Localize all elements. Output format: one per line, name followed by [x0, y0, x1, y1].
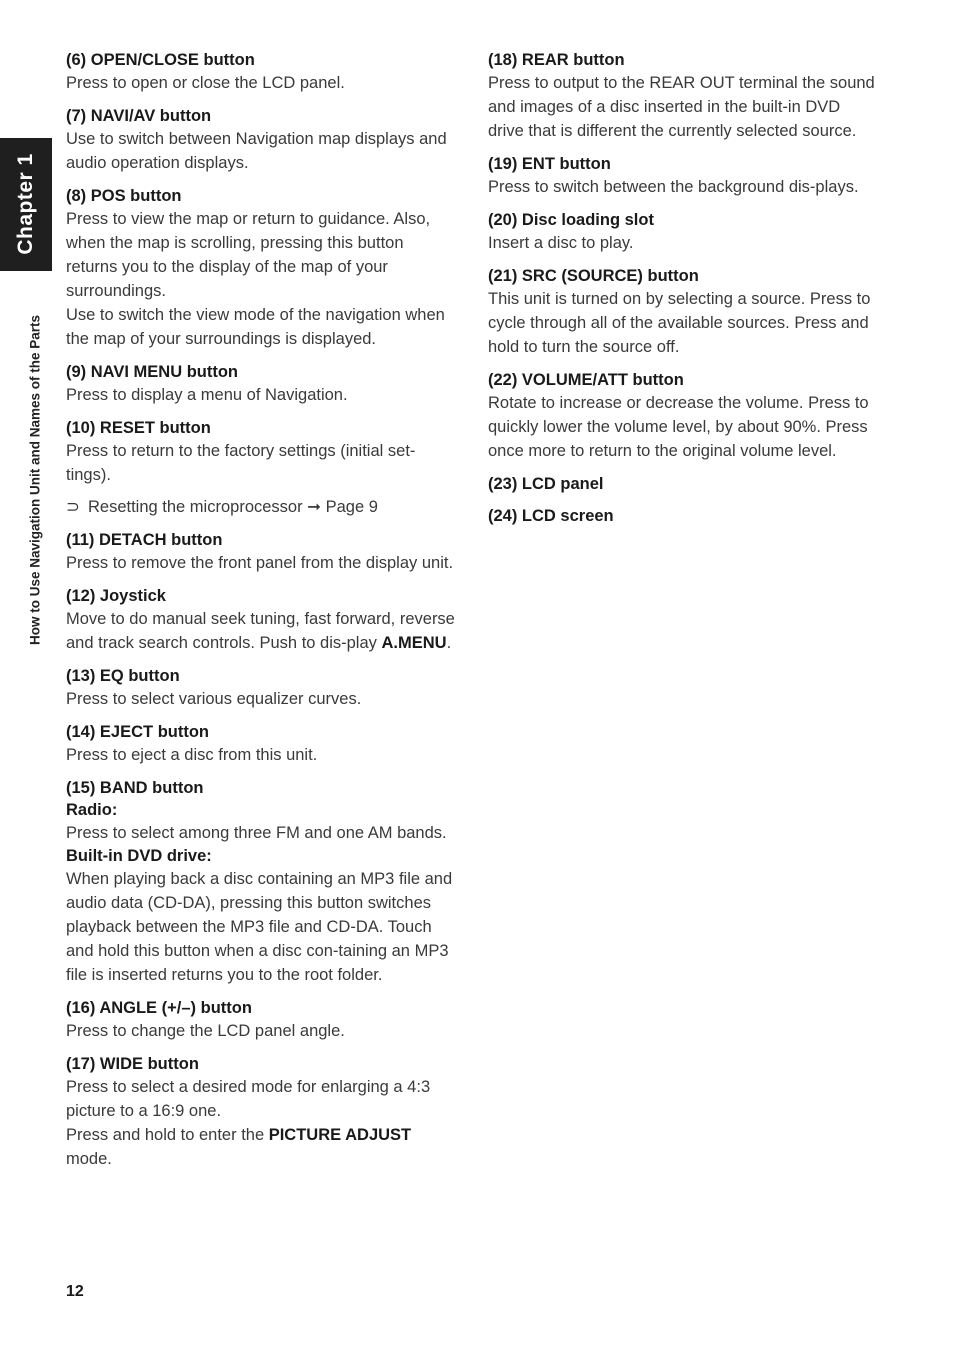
item-body: Press to select among three FM and one AM bands.: [66, 824, 447, 842]
body-text: Press and hold to enter the: [66, 1126, 269, 1144]
item-body: Press to return to the factory settings (initial set-tings).: [66, 442, 416, 484]
item-body: Rotate to increase or decrease the volume. Press to quickly lower the volume level, by about 90%. Press once more to return to the original volume level.: [488, 394, 869, 460]
section-side-title: How to Use Navigation Unit and Names of the Parts: [27, 314, 43, 646]
chapter-label: Chapter 1: [14, 153, 37, 255]
item-ent: [488, 154, 880, 199]
item-body: Press to display a menu of Navigation.: [66, 386, 348, 404]
body-text: .: [446, 634, 452, 652]
item-eject: [66, 722, 458, 767]
body-emphasis: PICTURE ADJUST: [268, 1126, 412, 1144]
item-body: Press to select a desired mode for enlarging a 4:3 picture to a 16:9 one.: [66, 1078, 431, 1120]
item-heading: (16) ANGLE (+/–) button: [66, 999, 252, 1017]
note-text: Resetting the microprocessor ➞ Page 9: [88, 498, 378, 516]
item-eq: [66, 666, 458, 711]
body-emphasis: A.MENU: [381, 634, 447, 652]
item-body: Press to eject a disc from this unit.: [66, 746, 318, 764]
item-body: Press to remove the front panel from the display unit.: [66, 554, 454, 572]
item-pos: [66, 186, 458, 351]
item-heading: (18) REAR button: [488, 51, 625, 69]
body-text: Move to do manual seek tuning, fast forward, reverse and track search controls. Push to dis-play: [66, 610, 455, 652]
item-heading: (19) ENT button: [488, 155, 611, 173]
reference-arrow-icon: ⊃: [66, 498, 80, 516]
item-heading: (10) RESET button: [66, 419, 211, 437]
item-heading: (12) Joystick: [66, 587, 166, 605]
item-angle: [66, 998, 458, 1043]
item-body: [66, 607, 458, 655]
item-body: Press to change the LCD panel angle.: [66, 1022, 345, 1040]
item-body: Use to switch the view mode of the navigation when the map of your surroundings is displayed.: [66, 306, 445, 348]
subheading: Built-in DVD drive:: [66, 847, 212, 865]
item-heading: (13) EQ button: [66, 667, 180, 685]
item-heading: (11) DETACH button: [66, 531, 223, 549]
item-src: [488, 266, 880, 359]
page-number: 12: [66, 1283, 84, 1300]
item-heading: (14) EJECT button: [66, 723, 209, 741]
item-joystick: [66, 586, 458, 655]
item-heading: (21) SRC (SOURCE) button: [488, 267, 699, 285]
item-lcd-screen: [488, 506, 880, 527]
subheading: Radio:: [66, 801, 118, 819]
item-heading: (24) LCD screen: [488, 507, 614, 525]
item-disc-slot: [488, 210, 880, 255]
item-navi-menu: [66, 362, 458, 407]
item-body: This unit is turned on by selecting a source. Press to cycle through all of the available sources. Press and hold to turn the source off.: [488, 290, 871, 356]
body-text: mode.: [66, 1150, 112, 1168]
item-heading: (6) OPEN/CLOSE button: [66, 51, 255, 69]
item-body: Press to output to the REAR OUT terminal the sound and images of a disc inserted in the built-in DVD drive that is different the currently selected source.: [488, 74, 875, 140]
item-detach: [66, 530, 458, 575]
item-body: Press to view the map or return to guidance. Also, when the map is scrolling, pressing this button returns you to the display of the map of your surroundings.: [66, 210, 431, 300]
item-wide: [66, 1054, 458, 1171]
item-navi-av: [66, 106, 458, 175]
item-rear: [488, 50, 880, 143]
item-heading: (7) NAVI/AV button: [66, 107, 212, 125]
item-reset: [66, 418, 458, 519]
item-band: [66, 778, 458, 987]
right-column: [488, 50, 880, 538]
item-lcd-panel: [488, 474, 880, 495]
item-heading: (22) VOLUME/ATT button: [488, 371, 684, 389]
item-heading: (23) LCD panel: [488, 475, 604, 493]
item-open-close: [66, 50, 458, 95]
item-heading: (20) Disc loading slot: [488, 211, 654, 229]
item-body: When playing back a disc containing an MP3 file and audio data (CD-DA), pressing this button switches playback between the MP3 file and CD-DA. Touch and hold this button when a disc con-taining an MP3 file is inserted returns you to the root folder.: [66, 870, 453, 984]
item-body: Press to switch between the background dis-plays.: [488, 178, 859, 196]
item-heading: (9) NAVI MENU button: [66, 363, 239, 381]
item-heading: (17) WIDE button: [66, 1055, 199, 1073]
cross-reference-note: [66, 495, 458, 519]
item-body: Insert a disc to play.: [488, 234, 634, 252]
item-heading: (8) POS button: [66, 187, 182, 205]
item-body: Use to switch between Navigation map displays and audio operation displays.: [66, 130, 447, 172]
item-body: Press to open or close the LCD panel.: [66, 74, 345, 92]
item-volume: [488, 370, 880, 463]
item-heading: (15) BAND button: [66, 779, 204, 797]
item-body: [66, 1123, 458, 1171]
item-body: Press to select various equalizer curves.: [66, 690, 362, 708]
left-column: [66, 50, 458, 1182]
